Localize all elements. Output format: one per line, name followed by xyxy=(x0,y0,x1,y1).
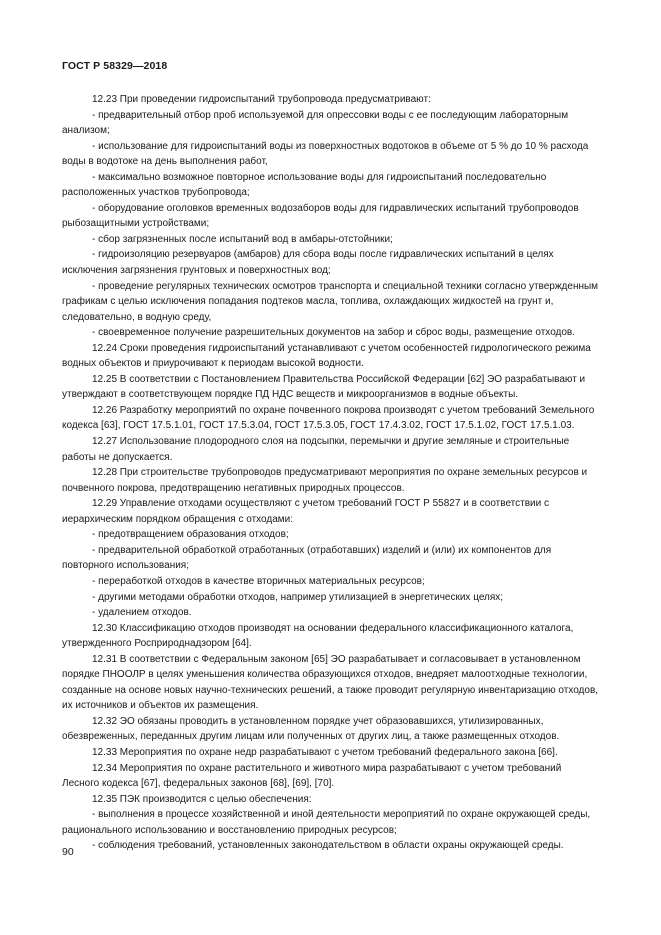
paragraph-12-35: 12.35 ПЭК производится с целью обеспечения: xyxy=(92,793,312,805)
page-number: 90 xyxy=(62,846,74,858)
document-header: ГОСТ Р 58329—2018 xyxy=(62,60,168,72)
list-item: - соблюдения требований, установленных законодательством в области охраны окружающей среды. xyxy=(92,840,564,852)
paragraph-12-23: 12.23 При проведении гидроиспытаний трубопровода предусматривают: xyxy=(92,94,431,105)
list-item: - удалением отходов. xyxy=(92,607,192,619)
paragraph-12-30: 12.30 Классификацию отходов производят на основании федерального классификационного каталога, утвержденного Росприроднадзором [64]. xyxy=(62,622,574,650)
paragraph-12-28: 12.28 При строительстве трубопроводов предусматривают мероприятия по охране земельных ресурсов и почвенного покрова, предотвращению негативных природных процессов. xyxy=(62,467,588,494)
paragraph-12-26: 12.26 Разработку мероприятий по охране почвенного покрова производят с учетом требований Земельного кодекса [63], ГОСТ 17.5.1.01, ГОСТ 17.5.3.04, ГОСТ 17.5.3.05, ГОСТ 17.4.3.02, ГОСТ 17.5.1.02, ГОСТ 17.5.1.03. xyxy=(62,404,595,432)
list-item: - выполнения в процессе хозяйственной и иной деятельности мероприятий по охране окружающей среды, рационального использованию и восстановлению природных ресурсов; xyxy=(62,809,591,836)
paragraph-12-29: 12.29 Управление отходами осуществляют с учетом требований ГОСТ Р 55827 и в соответствии с иерархическим порядком обращения с отходами: xyxy=(62,498,549,525)
list-item: - проведение регулярных технических осмотров транспорта и специальной техники согласно утвержденным графикам с целью исключения попадания подтеков масла, топлива, охлаждающих жидкостей на грунт и, следовательно, в водную среду, xyxy=(62,280,599,323)
paragraph-12-32: 12.32 ЭО обязаны проводить в установленном порядке учет образовавшихся, утилизированных, обезвреженных, переданных другим лицам или полученных от других лиц, а также размещенных отходов. xyxy=(62,715,560,743)
paragraph-12-33: 12.33 Мероприятия по охране недр разрабатывают с учетом требований федерального закона [66]. xyxy=(92,746,558,758)
list-item: - переработкой отходов в качестве вторичных материальных ресурсов; xyxy=(92,575,425,587)
paragraph-12-25: 12.25 В соответствии с Постановлением Правительства Российской Федерации [62] ЭО разрабатывают и утверждают в соответствующем порядке ПД НДС веществ и микроорганизмов в водные объекты. xyxy=(62,373,586,401)
list-item: - предварительный отбор проб используемой для опрессовки воды с ее последующим лабораторным анализом; xyxy=(62,109,569,137)
list-item: - максимально возможное повторное использование воды для гидроиспытаний последовательно расположенных участков трубопровода; xyxy=(62,171,547,199)
list-item: - предварительной обработкой отработанных (отработавших) изделий и (или) их компонентов для повторного использования; xyxy=(62,544,552,572)
list-item: - другими методами обработки отходов, например утилизацией в энергетических целях; xyxy=(92,591,504,603)
paragraph-12-24: 12.24 Сроки проведения гидроиспытаний устанавливают с учетом особенностей гидрологического режима водных объектов и приурочивают к периодам высокой водности. xyxy=(62,342,591,370)
list-item: - гидроизоляцию резервуаров (амбаров) для сбора воды после гидравлических испытаний в целях исключения загрязнения грунтовых и поверхностных вод; xyxy=(62,249,554,277)
list-item: - предотвращением образования отходов; xyxy=(92,529,289,541)
paragraph-12-31: 12.31 В соответствии с Федеральным законом [65] ЭО разрабатывает и согласовывает в установленном порядке ПНООЛР в целях уменьшения количества образующихся отходов, внедряет малоотходные технологии, созданные на основе новых научно-технических решений, а также проводит регулярную инвентаризацию отходов, их источников и объектов их размещения. xyxy=(62,653,599,712)
list-item: - оборудование оголовков временных водозаборов воды для гидравлических испытаний трубопроводов рыбозащитными устройствами; xyxy=(62,202,579,230)
paragraph-12-34: 12.34 Мероприятия по охране растительного и животного мира разрабатывают с учетом требований Лесного кодекса [67], федеральных законов [68], [69], [70]. xyxy=(62,762,562,790)
document-body xyxy=(62,92,599,854)
list-item: - использование для гидроиспытаний воды из поверхностных водотоков в объеме от 5 % до 10 % расхода воды в водотоке на день выполнения работ, xyxy=(62,140,589,168)
list-item: - своевременное получение разрешительных документов на забор и сброс воды, размещение отходов. xyxy=(92,327,576,339)
list-item: - сбор загрязненных после испытаний вод в амбары-отстойники; xyxy=(92,233,393,245)
paragraph-12-27: 12.27 Использование плодородного слоя на подсыпки, перемычки и другие земляные и строительные работы не допускается. xyxy=(62,436,570,463)
